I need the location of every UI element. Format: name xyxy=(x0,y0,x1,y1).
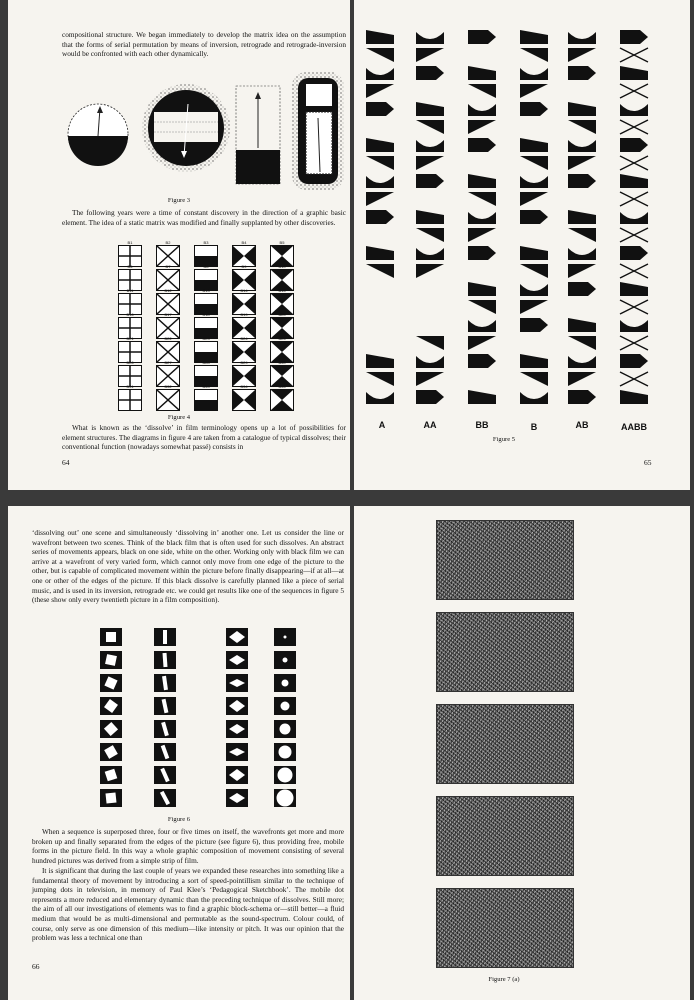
figure-6-frame xyxy=(226,628,248,646)
figure-4 xyxy=(118,240,308,412)
figure-4-cell-label: B4 xyxy=(241,240,247,245)
figure-5-frame xyxy=(416,48,444,62)
frame-shape xyxy=(100,674,122,692)
figure-6-frame xyxy=(154,720,176,738)
figure-7-panel xyxy=(436,612,574,692)
page-64 xyxy=(8,0,350,490)
figure-4-cell-label: B24 xyxy=(240,336,248,341)
frame-shape xyxy=(226,651,248,669)
figure-4-cell xyxy=(194,389,218,411)
figure-5 xyxy=(354,0,690,420)
figure-5-frame xyxy=(366,246,394,260)
figure-5-frame xyxy=(468,156,496,170)
figure-6-frame xyxy=(100,628,122,646)
figure-6-frame xyxy=(226,766,248,784)
figure-6-frame xyxy=(154,743,176,761)
figure-4-caption: Figure 4 xyxy=(167,414,191,421)
figure-5-frame xyxy=(468,372,496,386)
figure-5-frame xyxy=(568,66,596,80)
figure-5-frame xyxy=(620,138,648,152)
page-number: 65 xyxy=(644,458,652,467)
dissolve-glyph xyxy=(233,366,255,386)
figure-5-frame xyxy=(416,192,444,206)
figure-4-cell-label: B5 xyxy=(279,240,285,245)
figure-5-frame xyxy=(468,48,496,62)
dissolve-glyph xyxy=(195,318,217,338)
figure-5-frame xyxy=(468,66,496,80)
figure-6-frame xyxy=(154,766,176,784)
figure-5-frame xyxy=(520,300,548,314)
frame-shape xyxy=(274,651,296,669)
figure-4-cell-label: B23 xyxy=(202,336,210,341)
figure-5-frame xyxy=(568,32,596,44)
dissolve-glyph xyxy=(233,390,255,410)
figure-5-frame xyxy=(468,138,496,152)
figure-7-panel xyxy=(436,888,574,968)
dissolve-glyph xyxy=(157,390,179,410)
dissolve-glyph xyxy=(271,366,293,386)
frame-shape xyxy=(154,720,176,738)
dissolve-glyph xyxy=(271,390,293,410)
figure-5-frame xyxy=(468,320,496,332)
page-66 xyxy=(8,506,350,1000)
figure-4-cell-label: B17 xyxy=(164,312,172,317)
frame-shape xyxy=(100,697,122,715)
figure-5-frame xyxy=(568,318,596,332)
dissolve-glyph xyxy=(119,390,141,410)
figure-5-frame xyxy=(520,102,548,116)
figure-5-frame xyxy=(468,174,496,188)
figure-5-frame xyxy=(416,264,444,278)
dissolve-glyph xyxy=(271,318,293,338)
dissolve-glyph xyxy=(119,342,141,362)
frame-shape xyxy=(226,766,248,784)
figure-4-cell-label: B9 xyxy=(241,264,247,269)
figure-5-frame xyxy=(366,138,394,152)
figure-5-frame xyxy=(416,390,444,404)
dissolve-glyph xyxy=(195,366,217,386)
dissolve-glyph xyxy=(195,342,217,362)
figure-5-frame xyxy=(366,156,394,170)
figure-5-frame xyxy=(520,318,548,332)
figure-5-frame xyxy=(568,84,596,98)
figure-5-frame xyxy=(620,48,648,62)
figure-5-frame xyxy=(520,120,548,134)
figure-4-cell xyxy=(118,389,142,411)
figure-5-frame xyxy=(620,282,648,296)
figure-4-cell-label: B32 xyxy=(164,384,172,389)
figure-5-frame xyxy=(366,264,394,278)
figure-5-frame xyxy=(416,174,444,188)
figure-6-frame xyxy=(154,789,176,807)
figure-5-frame xyxy=(366,176,394,188)
figure-5-frame xyxy=(468,120,496,134)
figure-5-frame xyxy=(520,48,548,62)
dissolve-glyph xyxy=(233,246,255,266)
dissolve-glyph xyxy=(233,294,255,314)
figure-5-frame xyxy=(568,174,596,188)
figure-6-frame xyxy=(226,720,248,738)
page-65 xyxy=(354,0,690,490)
frame-shape xyxy=(226,743,248,761)
figure-5-frame xyxy=(620,320,648,332)
figure-6-frame xyxy=(274,720,296,738)
figure-5-frame xyxy=(366,102,394,116)
figure-5-frame xyxy=(568,156,596,170)
dissolve-glyph xyxy=(157,318,179,338)
frame-shape xyxy=(154,789,176,807)
figure-5-frame xyxy=(520,264,548,278)
figure-5-frame xyxy=(620,246,648,260)
page-67 xyxy=(354,506,690,1000)
dissolve-glyph xyxy=(119,318,141,338)
figure-6-frame xyxy=(274,789,296,807)
figure-5-frame xyxy=(366,392,394,404)
p64-paragraph-3: What is known as the ‘dissolve’ in film terminology opens up a lot of possibilities for element structures. The diagrams in figure 4 are taken from a catalogue of typical dissolves; their conventional function (nowadays somewhat passé) consists in xyxy=(62,423,346,452)
figure-6-frame xyxy=(274,697,296,715)
figure-5-frame xyxy=(468,354,496,368)
figure-4-cell-label: B28 xyxy=(202,360,210,365)
figure-5-frame xyxy=(468,212,496,224)
figure-4-cell-label: B6 xyxy=(127,264,133,269)
figure-5-frame xyxy=(416,336,444,350)
frame-shape xyxy=(100,766,122,784)
figure-6-frame xyxy=(274,743,296,761)
figure-6-frame xyxy=(226,789,248,807)
figure-5-frame xyxy=(366,210,394,224)
dissolve-glyph xyxy=(119,270,141,290)
figure-5-frame xyxy=(520,246,548,260)
figure-5-frame xyxy=(520,192,548,206)
figure-5-frame xyxy=(416,32,444,44)
figure-5-frame xyxy=(366,120,394,134)
figure-5-frame xyxy=(366,354,394,368)
figure-4-cell-label: B20 xyxy=(278,312,286,317)
figure-4-cell-label: B27 xyxy=(164,360,172,365)
p66-paragraph-2: When a sequence is superposed three, four or five times on itself, the wavefronts get more and more broken up and finally separated from the edges of the picture (see figure 6), thus providing free, mobile forms in the picture field. In this way a whole graphic composition of movement consisting of several hundred pictures was derived from a simple strip of film. xyxy=(32,827,344,865)
figure-6-frame xyxy=(154,674,176,692)
frame-shape xyxy=(154,628,176,646)
figure-5-frame xyxy=(520,176,548,188)
figure-4-cell-label: B14 xyxy=(240,288,248,293)
figure-6-frame xyxy=(274,651,296,669)
figure-5-frame xyxy=(568,140,596,152)
figure-4-cell-label: B26 xyxy=(126,360,134,365)
figure-5-frame xyxy=(520,336,548,350)
dissolve-glyph xyxy=(271,342,293,362)
p66-paragraph-1: ‘dissolving out’ one scene and simultaneously ‘dissolving in’ another one. Let us consider the line or wavefront between two scenes. Think of the black film that is often used for such dissolves. An abstract series of movements appears, black on one side, white on the other. Working only with black film we can arrive at a wavefront of very varied form, which cannot only move from one edge of the picture to the other, but is capable of complicated movement within the picture before finally disappearing—if at all—at one or other of the edges of the picture. If this black dissolve is carefully planned like a piece of serial music, and is used in its inversion, retrograde etc. we could get results like one of the sequences in figure 5 (these show only every twentieth picture in a film composition). xyxy=(32,528,344,605)
figure-5-frame xyxy=(416,156,444,170)
figure-5-frame xyxy=(366,336,394,350)
figure-5-frame xyxy=(366,228,394,242)
figure-5-frame xyxy=(520,284,548,296)
figure-6 xyxy=(88,628,308,814)
figure-4-cell xyxy=(270,389,294,411)
figure-5-frame xyxy=(620,390,648,404)
figure-5-frame xyxy=(620,156,648,170)
frame-shape xyxy=(100,720,122,738)
figure-4-cell-label: B16 xyxy=(126,312,134,317)
figure-5-frame xyxy=(568,372,596,386)
frame-shape xyxy=(274,674,296,692)
figure-5-frame xyxy=(520,372,548,386)
dissolve-glyph xyxy=(271,294,293,314)
figure-5-frame xyxy=(416,356,444,368)
figure-4-cell-label: B8 xyxy=(203,264,209,269)
figure-5-frame xyxy=(568,390,596,404)
figure-6-frame xyxy=(226,743,248,761)
figure-6-frame xyxy=(100,743,122,761)
figure-4-cell-label: B1 xyxy=(127,240,133,245)
figure-5-frame xyxy=(366,372,394,386)
figure-4-cell-label: B31 xyxy=(126,384,134,389)
figure-5-frame xyxy=(520,68,548,80)
figure-4-cell-label: B25 xyxy=(278,336,286,341)
figure-5-frame xyxy=(416,372,444,386)
column-label-b: B xyxy=(530,422,538,432)
frame-shape xyxy=(154,743,176,761)
frame-shape xyxy=(100,651,122,669)
figure-5-frame xyxy=(568,248,596,260)
figure-5-frame xyxy=(520,84,548,98)
column-label-ab: AB xyxy=(575,420,589,430)
figure-4-cell-label: B7 xyxy=(165,264,171,269)
figure-4-cell-label: B2 xyxy=(165,240,171,245)
figure-4-cell-label: B21 xyxy=(126,336,134,341)
figure-5-frame xyxy=(620,174,648,188)
figure-5-frame xyxy=(416,210,444,224)
figure-5-frame xyxy=(520,210,548,224)
figure-5-frame xyxy=(520,354,548,368)
figure-5-frame xyxy=(620,264,648,278)
figure-5-frame xyxy=(468,282,496,296)
figure-5-frame xyxy=(568,336,596,350)
figure-5-frame xyxy=(520,228,548,242)
figure-4-cell-label: B34 xyxy=(240,384,248,389)
dissolve-glyph xyxy=(195,390,217,410)
p64-paragraph-1: compositional structure. We began immediately to develop the matrix idea on the assumption that the forms of serial permutation by means of inversion, retrograde and retrograde-inversion would be confronted with each other dynamically. xyxy=(62,30,346,59)
figure-3 xyxy=(8,64,350,194)
dissolve-glyph xyxy=(195,294,217,314)
figure-5-frame xyxy=(568,282,596,296)
dissolve-glyph xyxy=(271,270,293,290)
figure-5-frame xyxy=(366,30,394,44)
figure-6-frame xyxy=(154,628,176,646)
frame-shape xyxy=(100,743,122,761)
figure-5-frame xyxy=(620,192,648,206)
figure-5-frame xyxy=(366,192,394,206)
frame-shape xyxy=(154,697,176,715)
dissolve-glyph xyxy=(157,246,179,266)
figure-4-cell xyxy=(232,389,256,411)
figure-5-frame xyxy=(568,264,596,278)
figure-5-frame xyxy=(468,336,496,350)
figure-4-cell-label: B18 xyxy=(202,312,210,317)
figure-5-frame xyxy=(620,30,648,44)
figure-4-cell-label: B11 xyxy=(126,288,134,293)
figure-5-frame xyxy=(520,156,548,170)
dissolve-glyph xyxy=(233,318,255,338)
figure-5-frame xyxy=(416,228,444,242)
figure-6-frame xyxy=(274,628,296,646)
figure-6-frame xyxy=(274,674,296,692)
figure-6-frame xyxy=(226,674,248,692)
dissolve-glyph xyxy=(157,342,179,362)
figure-6-frame xyxy=(100,766,122,784)
frame-shape xyxy=(274,743,296,761)
frame-shape xyxy=(154,674,176,692)
figure-5-frame xyxy=(416,120,444,134)
dissolve-glyph xyxy=(119,294,141,314)
figure-5-frame xyxy=(620,228,648,242)
dissolve-glyph xyxy=(119,246,141,266)
frame-shape xyxy=(274,766,296,784)
frame-shape xyxy=(274,789,296,807)
figure-5-frame xyxy=(366,48,394,62)
figure-5-frame xyxy=(568,228,596,242)
frame-shape xyxy=(274,720,296,738)
frame-shape xyxy=(226,628,248,646)
frame-shape xyxy=(274,628,296,646)
figure-5-frame xyxy=(416,84,444,98)
figure-5-frame xyxy=(620,354,648,368)
column-label-aabb: AABB xyxy=(621,422,647,432)
figure-5-frame xyxy=(416,66,444,80)
figure-7-panel xyxy=(436,520,574,600)
figure-5-frame xyxy=(468,264,496,278)
figure-4-cell-label: B19 xyxy=(240,312,248,317)
figure-4-cell-label: B10 xyxy=(278,264,286,269)
column-label-bb: BB xyxy=(475,420,489,430)
dissolve-glyph xyxy=(195,246,217,266)
figure-4-cell-label: B13 xyxy=(202,288,210,293)
figure-4-cell-label: B22 xyxy=(164,336,172,341)
dissolve-glyph xyxy=(195,270,217,290)
dissolve-glyph xyxy=(157,270,179,290)
figure-5-frame xyxy=(620,336,648,350)
dissolve-glyph xyxy=(119,366,141,386)
figure-5-frame xyxy=(568,48,596,62)
frame-shape xyxy=(100,628,122,646)
figure-5-frame xyxy=(568,192,596,206)
figure-4-cell-label: B29 xyxy=(240,360,248,365)
figure-6-frame xyxy=(100,789,122,807)
dissolve-glyph xyxy=(233,270,255,290)
figure-5-frame xyxy=(468,30,496,44)
figure-5-frame xyxy=(416,102,444,116)
figure-4-cell-label: B30 xyxy=(278,360,286,365)
column-label-aa: AA xyxy=(423,420,437,430)
figure-6-frame xyxy=(100,720,122,738)
frame-shape xyxy=(226,720,248,738)
p64-paragraph-2: The following years were a time of constant discovery in the direction of a graphic basic element. The idea of a static matrix was modified and finally supplanted by other discoveries. xyxy=(62,208,346,227)
figure-5-frame xyxy=(468,228,496,242)
figure-7-caption: Figure 7 (a) xyxy=(488,976,520,983)
figure-5-frame xyxy=(620,120,648,134)
figure-6-frame xyxy=(100,674,122,692)
frame-shape xyxy=(100,789,122,807)
frame-shape xyxy=(226,697,248,715)
figure-5-frame xyxy=(520,30,548,44)
figure-5-caption: Figure 5 xyxy=(492,436,516,443)
figure-5-frame xyxy=(620,66,648,80)
figure-5-frame xyxy=(620,300,648,314)
dissolve-glyph xyxy=(157,294,179,314)
figure-5-frame xyxy=(568,120,596,134)
figure-6-frame xyxy=(100,651,122,669)
figure-5-frame xyxy=(520,392,548,404)
figure-5-frame xyxy=(568,210,596,224)
figure-5-frame xyxy=(468,192,496,206)
figure-4-cell-label: B3 xyxy=(203,240,209,245)
dissolve-glyph xyxy=(157,366,179,386)
figure-6-frame xyxy=(226,651,248,669)
figure-6-frame xyxy=(100,697,122,715)
column-label-a: A xyxy=(378,420,386,430)
page-number: 64 xyxy=(62,458,70,467)
figure-4-cell-label: B15 xyxy=(278,288,286,293)
figure-4-cell xyxy=(156,389,180,411)
figure-6-frame xyxy=(154,697,176,715)
p66-paragraph-3: It is significant that during the last couple of years we expanded these researches into something like a fundamental theory of movement by introducing a sort of speed-pointillism similar to the technique of jumping dots in television, in memory of Paul Klee’s ‘Pedagogical Sketchbook’. The mobile dot represents a more reduced and elementary dynamic than the preceding technique of dissolves. Still more; the aim of all our investigations of elements was to find a graphic block-schema or—still better—a fluid medium that would be as multi-dimensional and permutable as the sound-spectrum. Colour could, of course, only serve as one dimension of this medium—like intensity or pitch. It was our opinion that the problem was less a technical one than xyxy=(32,866,344,943)
figure-6-frame xyxy=(154,651,176,669)
figure-5-frame xyxy=(520,138,548,152)
figure-5-frame xyxy=(568,356,596,368)
figure-5-frame xyxy=(468,300,496,314)
figure-5-frame xyxy=(620,84,648,98)
figure-5-frame xyxy=(620,212,648,224)
frame-shape xyxy=(154,766,176,784)
figure-7-panel xyxy=(436,704,574,784)
figure-4-cell-label: B33 xyxy=(202,384,210,389)
figure-5-frame xyxy=(366,68,394,80)
figure-5-frame xyxy=(568,102,596,116)
figure-5-frame xyxy=(468,104,496,116)
figure-6-frame xyxy=(226,697,248,715)
frame-shape xyxy=(226,789,248,807)
dissolve-glyph xyxy=(271,246,293,266)
figure-6-frame xyxy=(274,766,296,784)
figure-5-frame xyxy=(468,246,496,260)
figure-5-frame xyxy=(416,140,444,152)
frame-shape xyxy=(274,697,296,715)
figure-5-frame xyxy=(416,248,444,260)
figure-4-cell-label: B35 xyxy=(278,384,286,389)
figure-4-cell-label: B12 xyxy=(164,288,172,293)
figure-5-frame xyxy=(366,84,394,98)
figure-5-frame xyxy=(620,372,648,386)
frame-shape xyxy=(154,651,176,669)
figure-7-panel xyxy=(436,796,574,876)
figure-5-frame xyxy=(468,390,496,404)
frame-shape xyxy=(226,674,248,692)
figure-5-frame xyxy=(468,84,496,98)
figure-5-frame xyxy=(568,300,596,314)
figure-6-caption: Figure 6 xyxy=(167,816,191,823)
figure-3-graphic xyxy=(8,64,350,194)
dissolve-glyph xyxy=(233,342,255,362)
figure-3-caption: Figure 3 xyxy=(167,197,191,204)
page-number: 66 xyxy=(32,962,40,971)
figure-5-frame xyxy=(620,104,648,116)
